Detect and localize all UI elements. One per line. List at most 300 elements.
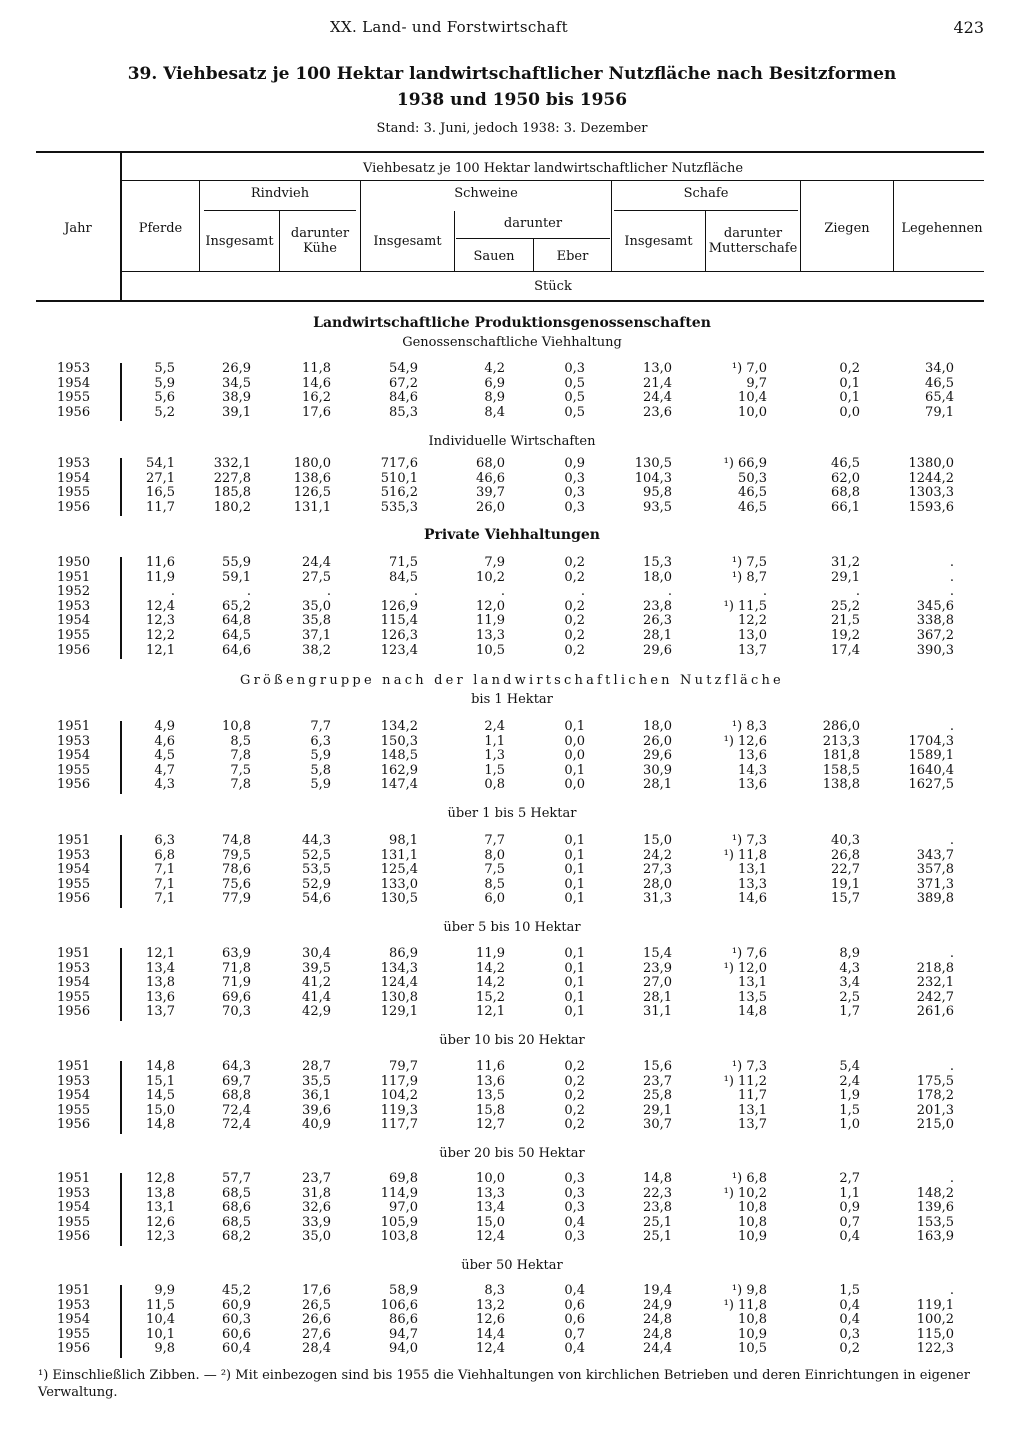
cell-kuehe: 35,8	[302, 613, 331, 629]
header-jahr: Jahr	[64, 221, 92, 236]
cell-sauen: 7,7	[484, 833, 505, 848]
cell-sauen: 12,1	[476, 1004, 505, 1020]
cell-year: 1955	[57, 989, 91, 1005]
cell-sauen: 12,0	[476, 598, 505, 614]
cell-ziegen: 1,9	[839, 1088, 860, 1104]
cell-pferde: .	[170, 584, 175, 600]
cell-pferde: 13,6	[146, 989, 175, 1005]
cell-schaf-insgesamt: 23,9	[643, 960, 672, 976]
cell-pferde: 11,7	[146, 499, 175, 515]
cell-kuehe: 53,5	[302, 862, 331, 878]
cell-pferde: 12,1	[146, 946, 175, 961]
cell-ziegen: 0,0	[839, 404, 860, 420]
row-group-bar	[120, 557, 122, 659]
cell-pferde: 11,5	[146, 1297, 175, 1313]
cell-schw-insgesamt: 58,9	[389, 1283, 418, 1298]
cell-sauen: 13,6	[476, 1073, 505, 1089]
cell-rind-insgesamt: 68,2	[222, 1229, 251, 1245]
cell-eber: 0,4	[564, 1214, 585, 1230]
row-group-bar	[120, 835, 122, 908]
cell-legehennen: 1640,4	[908, 762, 954, 778]
rindvieh-rule	[204, 210, 356, 211]
cell-pferde: 7,1	[154, 862, 175, 878]
cell-schaf-insgesamt: 24,4	[643, 1341, 672, 1357]
cell-ziegen: 40,3	[831, 833, 860, 848]
cell-mutterschafe: ¹) 8,7	[731, 569, 767, 585]
cell-schw-insgesamt: 54,9	[389, 361, 418, 376]
cell-ziegen: 15,7	[831, 891, 860, 907]
cell-rind-insgesamt: 79,5	[222, 847, 251, 863]
cell-schw-insgesamt: 97,0	[389, 1200, 418, 1216]
cell-legehennen: 1589,1	[908, 748, 954, 764]
cell-rind-insgesamt: 60,4	[222, 1341, 251, 1357]
header-schafe: Schafe	[683, 186, 729, 201]
cell-year: 1953	[57, 733, 91, 749]
cell-eber: 0,2	[564, 1059, 585, 1074]
section-heading: bis 1 Hektar	[471, 692, 553, 707]
cell-eber: 0,2	[564, 1102, 585, 1118]
cell-schaf-insgesamt: 31,1	[643, 1004, 672, 1020]
cell-schaf-insgesamt: 22,3	[643, 1185, 672, 1201]
cell-mutterschafe: 14,6	[738, 891, 767, 907]
row-group-bar	[120, 363, 122, 421]
section-heading: über 50 Hektar	[461, 1258, 563, 1273]
cell-sauen: 1,3	[484, 748, 505, 764]
section-heading: über 1 bis 5 Hektar	[447, 806, 577, 821]
section-heading: Genossenschaftliche Viehhaltung	[402, 335, 622, 350]
cell-schw-insgesamt: 103,8	[380, 1229, 418, 1245]
cell-eber: 0,1	[564, 847, 585, 863]
cell-legehennen: 34,0	[925, 361, 954, 376]
cell-mutterschafe: 10,5	[738, 1341, 767, 1357]
cell-ziegen: 0,2	[839, 1341, 860, 1357]
cell-eber: 0,6	[564, 1297, 585, 1313]
cell-rind-insgesamt: 63,9	[222, 946, 251, 961]
cell-legehennen: 100,2	[916, 1312, 954, 1328]
cell-pferde: 12,8	[146, 1171, 175, 1186]
header-schw-insgesamt: Insgesamt	[373, 234, 442, 249]
cell-ziegen: 1,5	[839, 1102, 860, 1118]
cell-kuehe: 42,9	[302, 1004, 331, 1020]
cell-year: 1953	[57, 598, 91, 614]
cell-legehennen: 1380,0	[908, 456, 954, 471]
cell-schaf-insgesamt: 13,0	[643, 361, 672, 376]
cell-kuehe: 17,6	[302, 1283, 331, 1298]
cell-year: 1953	[57, 1297, 91, 1313]
cell-legehennen: 65,4	[925, 390, 954, 406]
cell-rind-insgesamt: 26,9	[222, 361, 251, 376]
cell-ziegen: 31,2	[831, 555, 860, 570]
cell-year: 1956	[57, 1117, 91, 1133]
cell-kuehe: 14,6	[302, 375, 331, 391]
cell-schw-insgesamt: 126,9	[380, 598, 418, 614]
cell-pferde: 9,9	[154, 1283, 175, 1298]
cell-kuehe: 11,8	[302, 361, 331, 376]
cell-pferde: 15,0	[146, 1102, 175, 1118]
cell-mutterschafe: 10,4	[738, 390, 767, 406]
cell-schaf-insgesamt: 18,0	[643, 569, 672, 585]
cell-pferde: 14,5	[146, 1088, 175, 1104]
cell-schw-insgesamt: 94,7	[389, 1326, 418, 1342]
cell-schw-insgesamt: 134,3	[380, 960, 418, 976]
cell-sauen: 68,0	[476, 456, 505, 471]
cell-legehennen: 153,5	[916, 1214, 954, 1230]
header-top-rule	[36, 151, 984, 153]
cell-schaf-insgesamt: 26,3	[643, 613, 672, 629]
cell-mutterschafe: ¹) 8,3	[731, 719, 767, 734]
cell-eber: 0,1	[564, 876, 585, 892]
cell-eber: 0,0	[564, 733, 585, 749]
cell-pferde: 11,6	[146, 555, 175, 570]
cell-year: 1951	[57, 719, 91, 734]
cell-mutterschafe: 10,9	[738, 1326, 767, 1342]
cell-eber: 0,3	[564, 361, 585, 376]
cell-year: 1956	[57, 1341, 91, 1357]
cell-kuehe: 23,7	[302, 1171, 331, 1186]
header-pferde: Pferde	[138, 221, 183, 236]
cell-schw-insgesamt: 124,4	[380, 975, 418, 991]
cell-rind-insgesamt: 64,5	[222, 628, 251, 643]
cell-ziegen: 17,4	[831, 642, 860, 658]
cell-year: 1950	[57, 555, 91, 570]
cell-mutterschafe: 13,6	[738, 777, 767, 793]
cell-sauen: 0,8	[484, 777, 505, 793]
header-kuehe: Kühe	[303, 241, 337, 256]
cell-rind-insgesamt: 185,8	[213, 485, 251, 501]
cell-kuehe: 28,7	[302, 1059, 331, 1074]
cell-schw-insgesamt: 117,7	[380, 1117, 418, 1133]
cell-year: 1956	[57, 1229, 91, 1245]
cell-ziegen: 2,4	[839, 1073, 860, 1089]
cell-rind-insgesamt: 71,9	[222, 975, 251, 991]
table-title: 39. Viehbesatz je 100 Hektar landwirtschaftlicher Nutzfläche nach Besitzformen	[127, 64, 897, 84]
cell-legehennen: 79,1	[925, 404, 954, 420]
cell-year: 1955	[57, 628, 91, 643]
cell-mutterschafe: 50,3	[738, 470, 767, 486]
cell-legehennen: 338,8	[916, 613, 954, 629]
cell-legehennen: 1704,3	[908, 733, 954, 749]
cell-ziegen: 138,8	[822, 777, 860, 793]
cell-ziegen: 25,2	[831, 598, 860, 614]
cell-pferde: 10,4	[146, 1312, 175, 1328]
cell-year: 1954	[57, 862, 91, 878]
row-group-bar	[120, 721, 122, 794]
cell-pferde: 16,5	[146, 485, 175, 501]
cell-eber: 0,2	[564, 569, 585, 585]
cell-schw-insgesamt: 117,9	[380, 1073, 418, 1089]
cell-eber: 0,2	[564, 1073, 585, 1089]
cell-sauen: 14,4	[476, 1326, 505, 1342]
cell-mutterschafe: 10,8	[738, 1312, 767, 1328]
cell-sauen: 4,2	[484, 361, 505, 376]
cell-ziegen: 0,4	[839, 1229, 860, 1245]
cell-legehennen: 122,3	[916, 1341, 954, 1357]
cell-eber: 0,2	[564, 555, 585, 570]
cell-mutterschafe: 46,5	[738, 499, 767, 515]
cell-schw-insgesamt: 86,9	[389, 946, 418, 961]
cell-schaf-insgesamt: 29,6	[643, 748, 672, 764]
cell-rind-insgesamt: 7,8	[230, 777, 251, 793]
cell-pferde: 4,9	[154, 719, 175, 734]
cell-kuehe: 26,6	[302, 1312, 331, 1328]
cell-rind-insgesamt: 34,5	[222, 375, 251, 391]
cell-ziegen: 19,2	[831, 628, 860, 643]
cell-year: 1956	[57, 891, 91, 907]
cell-ziegen: 22,7	[831, 862, 860, 878]
header-rind-insgesamt: Insgesamt	[205, 234, 274, 249]
cell-mutterschafe: 14,8	[738, 1004, 767, 1020]
cell-ziegen: 181,8	[822, 748, 860, 764]
cell-legehennen: 115,0	[916, 1326, 954, 1342]
cell-schaf-insgesamt: 30,9	[643, 762, 672, 778]
cell-eber: 0,3	[564, 1229, 585, 1245]
cell-sauen: 26,0	[476, 499, 505, 515]
cell-schaf-insgesamt: 14,8	[643, 1171, 672, 1186]
cell-ziegen: 5,4	[839, 1059, 860, 1074]
footnote: ¹) Einschließlich Zibben. — ²) Mit einbezogen sind bis 1955 die Viehhaltungen von kirchlichen Betrieben und deren Einrichtungen in eigener Verwaltung.	[38, 1368, 970, 1400]
cell-rind-insgesamt: 39,1	[222, 404, 251, 420]
cell-year: 1956	[57, 499, 91, 515]
cell-schaf-insgesamt: 24,9	[643, 1297, 672, 1313]
cell-ziegen: 66,1	[831, 499, 860, 515]
cell-mutterschafe: ¹) 66,9	[723, 456, 767, 471]
cell-ziegen: 46,5	[831, 456, 860, 471]
running-head: XX. Land- und Forstwirtschaft	[330, 18, 568, 36]
cell-kuehe: 5,9	[310, 748, 331, 764]
cell-rind-insgesamt: 332,1	[213, 456, 251, 471]
cell-legehennen: 201,3	[916, 1102, 954, 1118]
cell-pferde: 12,2	[146, 628, 175, 643]
cell-legehennen: 343,7	[916, 847, 954, 863]
cell-schw-insgesamt: .	[413, 584, 418, 600]
cell-eber: 0,2	[564, 1088, 585, 1104]
cell-sauen: 15,0	[476, 1214, 505, 1230]
cell-legehennen: .	[949, 1171, 954, 1186]
cell-schw-insgesamt: 106,6	[380, 1297, 418, 1313]
cell-ziegen: 1,5	[839, 1283, 860, 1298]
cell-mutterschafe: ¹) 11,8	[723, 1297, 767, 1313]
cell-year: 1956	[57, 642, 91, 658]
cell-kuehe: 35,0	[302, 598, 331, 614]
cell-pferde: 4,5	[154, 748, 175, 764]
cell-schaf-insgesamt: 19,4	[643, 1283, 672, 1298]
cell-pferde: 27,1	[146, 470, 175, 486]
cell-rind-insgesamt: 70,3	[222, 1004, 251, 1020]
cell-legehennen: .	[949, 569, 954, 585]
cell-rind-insgesamt: 8,5	[230, 733, 251, 749]
header-schweine: Schweine	[454, 186, 518, 201]
cell-sauen: 1,5	[484, 762, 505, 778]
cell-kuehe: 16,2	[302, 390, 331, 406]
cell-eber: 0,1	[564, 975, 585, 991]
cell-ziegen: 21,5	[831, 613, 860, 629]
cell-schaf-insgesamt: 28,1	[643, 989, 672, 1005]
cell-sauen: 2,4	[484, 719, 505, 734]
cell-eber: 0,1	[564, 891, 585, 907]
cell-schw-insgesamt: 67,2	[389, 375, 418, 391]
row-group-bar	[120, 948, 122, 1021]
cell-year: 1955	[57, 876, 91, 892]
header-eber: Eber	[556, 249, 589, 264]
cell-eber: 0,3	[564, 1171, 585, 1186]
cell-sauen: 10,5	[476, 642, 505, 658]
cell-kuehe: 5,9	[310, 777, 331, 793]
cell-schw-insgesamt: 115,4	[380, 613, 418, 629]
cell-schaf-insgesamt: 24,4	[643, 390, 672, 406]
cell-rind-insgesamt: 72,4	[222, 1102, 251, 1118]
cell-pferde: 5,2	[154, 404, 175, 420]
cell-rind-insgesamt: 69,7	[222, 1073, 251, 1089]
cell-pferde: 12,6	[146, 1214, 175, 1230]
cell-kuehe: 17,6	[302, 404, 331, 420]
cell-eber: 0,1	[564, 833, 585, 848]
cell-pferde: 12,4	[146, 598, 175, 614]
cell-pferde: 54,1	[146, 456, 175, 471]
cell-rind-insgesamt: 64,8	[222, 613, 251, 629]
cell-ziegen: 0,2	[839, 361, 860, 376]
cell-schaf-insgesamt: 24,8	[643, 1312, 672, 1328]
cell-year: 1951	[57, 833, 91, 848]
cell-kuehe: 52,5	[302, 847, 331, 863]
cell-legehennen: 345,6	[916, 598, 954, 614]
cell-schaf-insgesamt: 23,7	[643, 1073, 672, 1089]
cell-schaf-insgesamt: 26,0	[643, 733, 672, 749]
cell-eber: 0,4	[564, 1341, 585, 1357]
cell-schaf-insgesamt: 28,0	[643, 876, 672, 892]
cell-pferde: 14,8	[146, 1059, 175, 1074]
cell-sauen: 14,2	[476, 975, 505, 991]
cell-mutterschafe: 13,7	[738, 642, 767, 658]
header-kuehe-darunter: darunter	[290, 226, 350, 241]
cell-ziegen: 19,1	[831, 876, 860, 892]
cell-schw-insgesamt: 129,1	[380, 1004, 418, 1020]
cell-pferde: 11,9	[146, 569, 175, 585]
cell-year: 1953	[57, 960, 91, 976]
cell-sauen: 10,0	[476, 1171, 505, 1186]
cell-rind-insgesamt: 60,9	[222, 1297, 251, 1313]
cell-year: 1953	[57, 1073, 91, 1089]
cell-sauen: 8,5	[484, 876, 505, 892]
cell-legehennen: .	[949, 719, 954, 734]
cell-eber: 0,2	[564, 1117, 585, 1133]
cell-mutterschafe: 13,0	[738, 628, 767, 643]
cell-rind-insgesamt: 7,8	[230, 748, 251, 764]
cell-kuehe: 138,6	[293, 470, 331, 486]
cell-year: 1955	[57, 1214, 91, 1230]
cell-sauen: 10,2	[476, 569, 505, 585]
cell-sauen: 6,0	[484, 891, 505, 907]
header-bottom-rule	[36, 300, 984, 302]
cell-schw-insgesamt: 104,2	[380, 1088, 418, 1104]
cell-eber: 0,2	[564, 628, 585, 643]
cell-sauen: 12,4	[476, 1229, 505, 1245]
cell-pferde: 6,8	[154, 847, 175, 863]
cell-ziegen: 0,1	[839, 390, 860, 406]
cell-eber: 0,0	[564, 748, 585, 764]
cell-legehennen: 139,6	[916, 1200, 954, 1216]
header-darunter: darunter	[503, 216, 563, 231]
cell-legehennen: 1244,2	[908, 470, 954, 486]
cell-year: 1954	[57, 613, 91, 629]
cell-pferde: 4,7	[154, 762, 175, 778]
cell-schw-insgesamt: 150,3	[380, 733, 418, 749]
cell-schw-insgesamt: 131,1	[380, 847, 418, 863]
section-heading: Größengruppe nach der landwirtschaftlichen Nutzfläche	[240, 673, 784, 688]
cell-year: 1954	[57, 975, 91, 991]
cell-schaf-insgesamt: 28,1	[643, 628, 672, 643]
cell-schw-insgesamt: 86,6	[389, 1312, 418, 1328]
cell-eber: 0,1	[564, 960, 585, 976]
cell-kuehe: 52,9	[302, 876, 331, 892]
cell-schaf-insgesamt: 93,5	[643, 499, 672, 515]
cell-mutterschafe: 13,7	[738, 1117, 767, 1133]
cell-schaf-insgesamt: 18,0	[643, 719, 672, 734]
cell-legehennen: 46,5	[925, 375, 954, 391]
cell-rind-insgesamt: 60,3	[222, 1312, 251, 1328]
cell-pferde: 6,3	[154, 833, 175, 848]
cell-pferde: 13,4	[146, 960, 175, 976]
cell-mutterschafe: 14,3	[738, 762, 767, 778]
cell-pferde: 15,1	[146, 1073, 175, 1089]
cell-sauen: 7,5	[484, 862, 505, 878]
cell-rind-insgesamt: 64,6	[222, 642, 251, 658]
cell-sauen: 8,3	[484, 1283, 505, 1298]
cell-year: 1956	[57, 777, 91, 793]
cell-eber: 0,1	[564, 862, 585, 878]
cell-rind-insgesamt: 60,6	[222, 1326, 251, 1342]
cell-ziegen: .	[855, 584, 860, 600]
cell-schw-insgesamt: 119,3	[380, 1102, 418, 1118]
cell-legehennen: 389,8	[916, 891, 954, 907]
cell-pferde: 10,1	[146, 1326, 175, 1342]
schafe-rule	[614, 210, 798, 211]
cell-eber: 0,0	[564, 777, 585, 793]
cell-legehennen: 371,3	[916, 876, 954, 892]
columns-bottom-rule	[122, 271, 984, 272]
cell-ziegen: 213,3	[822, 733, 860, 749]
cell-rind-insgesamt: 7,5	[230, 762, 251, 778]
cell-pferde: 13,7	[146, 1004, 175, 1020]
cell-year: 1953	[57, 456, 91, 471]
cell-kuehe: 41,4	[302, 989, 331, 1005]
cell-pferde: 13,8	[146, 975, 175, 991]
cell-schaf-insgesamt: .	[667, 584, 672, 600]
cell-eber: 0,3	[564, 485, 585, 501]
cell-sauen: 14,2	[476, 960, 505, 976]
cell-schaf-insgesamt: 23,6	[643, 404, 672, 420]
cell-schaf-insgesamt: 31,3	[643, 891, 672, 907]
cell-rind-insgesamt: 59,1	[222, 569, 251, 585]
cell-kuehe: 131,1	[293, 499, 331, 515]
cell-pferde: 5,9	[154, 375, 175, 391]
cell-eber: 0,9	[564, 456, 585, 471]
cell-eber: 0,5	[564, 404, 585, 420]
cell-kuehe: 38,2	[302, 642, 331, 658]
page-number: 423	[953, 18, 984, 37]
cell-rind-insgesamt: 68,5	[222, 1214, 251, 1230]
cell-sauen: 46,6	[476, 470, 505, 486]
cell-year: 1954	[57, 1088, 91, 1104]
cell-rind-insgesamt: 68,5	[222, 1185, 251, 1201]
cell-kuehe: 27,6	[302, 1326, 331, 1342]
cell-kuehe: 41,2	[302, 975, 331, 991]
cell-legehennen: 215,0	[916, 1117, 954, 1133]
cell-schaf-insgesamt: 21,4	[643, 375, 672, 391]
cell-sauen: 1,1	[484, 733, 505, 749]
cell-year: 1953	[57, 847, 91, 863]
cell-mutterschafe: ¹) 7,5	[731, 555, 767, 570]
cell-rind-insgesamt: 68,6	[222, 1200, 251, 1216]
